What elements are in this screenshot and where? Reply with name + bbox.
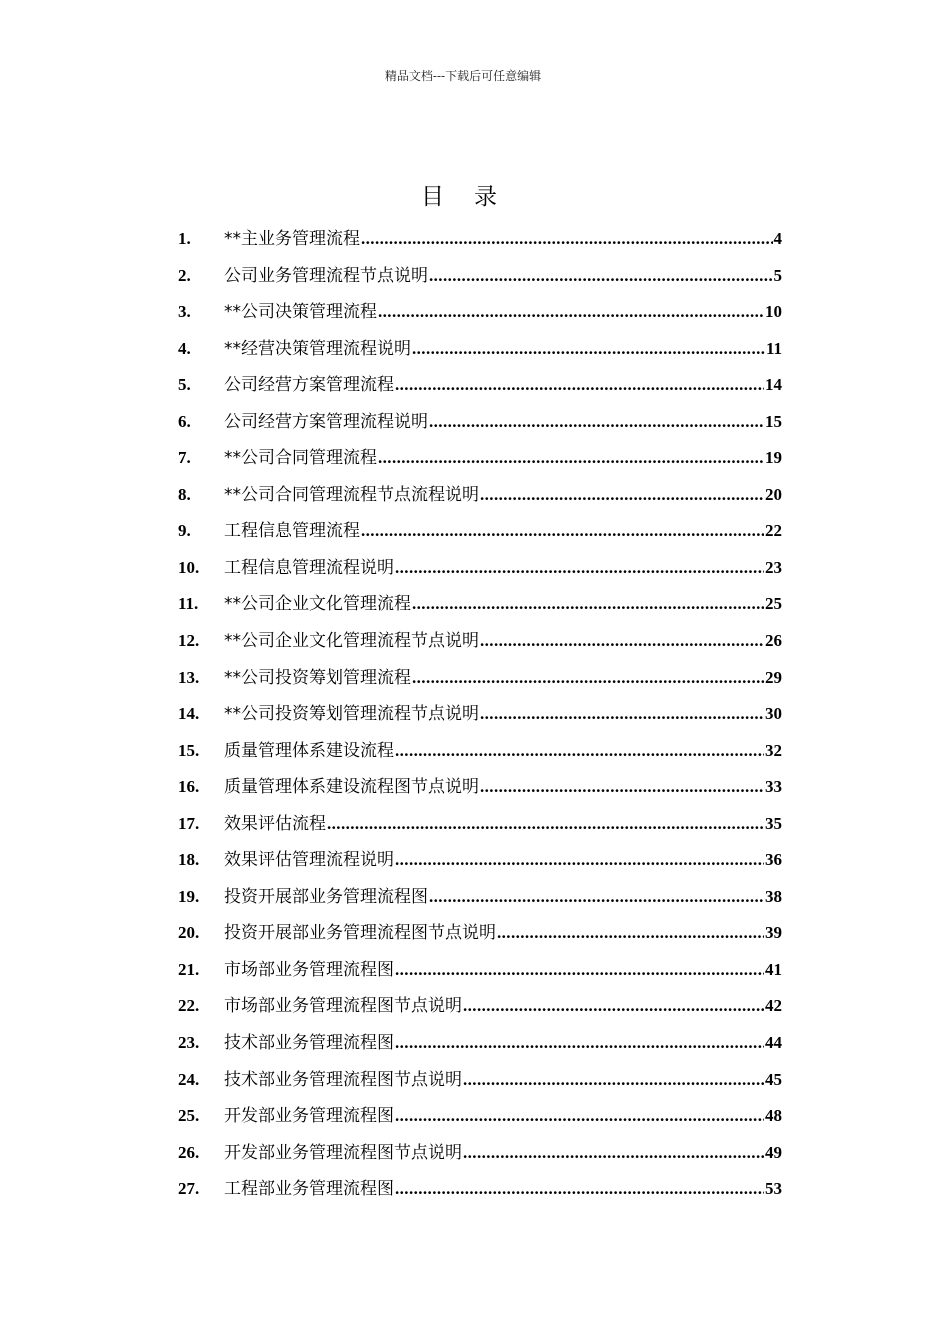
toc-entry[interactable] (178, 952, 782, 989)
toc-entry-number: 25. (178, 1106, 200, 1126)
toc-entry-page: 35 (765, 813, 782, 833)
toc-entry-title: 技术部业务管理流程图 (224, 1033, 394, 1054)
toc-entry-title: 工程部业务管理流程图 (224, 1179, 394, 1200)
toc-entry-title: 公司经营方案管理流程 (224, 375, 394, 396)
toc-dot-leader (480, 769, 764, 806)
toc-entry[interactable] (178, 477, 782, 514)
page-header-note: 精品文档---下载后可任意编辑 (384, 69, 542, 83)
toc-entry-page: 20 (765, 484, 782, 504)
toc-entry-title: 投资开展部业务管理流程图 (224, 886, 428, 907)
toc-dot-leader (429, 258, 773, 295)
toc-entry-page: 11 (765, 338, 782, 358)
toc-dot-leader (480, 623, 764, 660)
toc-entry-title: **公司企业文化管理流程 (224, 594, 411, 615)
toc-entry[interactable] (178, 1171, 782, 1208)
toc-list (178, 221, 782, 1208)
toc-entry[interactable] (178, 586, 782, 623)
toc-title (0, 178, 926, 211)
toc-entry-page: 30 (765, 704, 782, 724)
toc-entry-page: 33 (765, 777, 782, 797)
toc-entry-number: 21. (178, 959, 200, 979)
toc-dot-leader (361, 221, 773, 258)
toc-entry-page: 26 (765, 631, 782, 651)
toc-entry-title: **经营决策管理流程说明 (224, 338, 411, 359)
toc-entry[interactable] (178, 696, 782, 733)
toc-dot-leader (378, 440, 764, 477)
toc-dot-leader (395, 952, 764, 989)
toc-entry-number: 24. (178, 1069, 200, 1089)
toc-entry-number: 18. (178, 850, 200, 870)
toc-dot-leader (412, 331, 765, 368)
toc-entry-title: 技术部业务管理流程图节点说明 (224, 1069, 462, 1090)
toc-entry-page: 23 (765, 557, 782, 577)
toc-dot-leader (429, 879, 764, 916)
toc-entry-number: 5. (178, 375, 191, 395)
toc-entry-number: 16. (178, 777, 200, 797)
toc-dot-leader (395, 550, 764, 587)
toc-entry-page: 53 (765, 1179, 782, 1199)
toc-entry[interactable] (178, 915, 782, 952)
toc-entry[interactable] (178, 221, 782, 258)
toc-entry-title: 质量管理体系建设流程图节点说明 (224, 777, 479, 798)
toc-dot-leader (395, 1025, 764, 1062)
toc-dot-leader (395, 733, 764, 770)
toc-dot-leader (497, 915, 764, 952)
toc-entry-title: **公司投资筹划管理流程 (224, 667, 411, 688)
toc-entry[interactable] (178, 988, 782, 1025)
toc-entry-number: 9. (178, 521, 191, 541)
toc-entry-page: 10 (765, 302, 782, 322)
toc-entry[interactable] (178, 733, 782, 770)
toc-entry-title: 效果评估管理流程说明 (224, 850, 394, 871)
toc-entry-page: 4 (773, 229, 782, 248)
toc-entry[interactable] (178, 258, 782, 295)
toc-entry-page: 36 (765, 850, 782, 870)
toc-entry-title: **公司投资筹划管理流程节点说明 (224, 704, 479, 725)
toc-entry-page: 39 (765, 923, 782, 943)
toc-entry[interactable] (178, 513, 782, 550)
toc-dot-leader (480, 696, 764, 733)
toc-entry-number: 12. (178, 631, 200, 651)
toc-entry-title: **公司合同管理流程节点流程说明 (224, 484, 479, 505)
toc-entry-number: 4. (178, 338, 191, 358)
toc-entry-page: 45 (765, 1069, 782, 1089)
toc-entry-title: 效果评估流程 (224, 813, 326, 834)
toc-entry[interactable] (178, 842, 782, 879)
toc-entry-number: 8. (178, 484, 191, 504)
toc-dot-leader (412, 586, 764, 623)
toc-entry-page: 25 (765, 594, 782, 614)
toc-entry-number: 27. (178, 1179, 200, 1199)
toc-entry-number: 15. (178, 740, 200, 760)
toc-dot-leader (395, 842, 764, 879)
toc-dot-leader (480, 477, 764, 514)
toc-entry-number: 19. (178, 886, 200, 906)
toc-entry[interactable] (178, 440, 782, 477)
toc-dot-leader (463, 1062, 764, 1099)
toc-entry-page: 29 (765, 667, 782, 687)
toc-entry-page: 48 (765, 1106, 782, 1126)
toc-entry-page: 14 (765, 375, 782, 395)
toc-entry[interactable] (178, 806, 782, 843)
toc-entry-page: 15 (765, 411, 782, 431)
toc-dot-leader (378, 294, 764, 331)
toc-entry-page: 19 (765, 448, 782, 468)
toc-entry-number: 6. (178, 411, 191, 431)
toc-entry-title: 工程信息管理流程说明 (224, 557, 394, 578)
toc-entry[interactable] (178, 550, 782, 587)
toc-entry-number: 1. (178, 229, 191, 248)
toc-entry-number: 7. (178, 448, 191, 468)
toc-entry-number: 11. (178, 594, 199, 614)
toc-dot-leader (395, 1171, 764, 1208)
toc-entry[interactable] (178, 367, 782, 404)
toc-entry-number: 3. (178, 302, 191, 322)
toc-entry[interactable] (178, 1062, 782, 1099)
toc-entry-number: 10. (178, 557, 200, 577)
toc-entry-title: **公司合同管理流程 (224, 448, 377, 469)
toc-entry-title: 公司业务管理流程节点说明 (224, 265, 428, 286)
toc-title-left: 目 (421, 184, 452, 210)
toc-entry-title: **公司企业文化管理流程节点说明 (224, 631, 479, 652)
toc-dot-leader (463, 988, 764, 1025)
toc-entry-number: 2. (178, 265, 191, 285)
toc-entry-number: 23. (178, 1033, 200, 1053)
toc-dot-leader (327, 806, 764, 843)
toc-entry[interactable] (178, 404, 782, 441)
toc-entry[interactable] (178, 769, 782, 806)
toc-entry-title: 开发部业务管理流程图节点说明 (224, 1142, 462, 1163)
toc-entry-title: 投资开展部业务管理流程图节点说明 (224, 923, 496, 944)
toc-dot-leader (429, 404, 764, 441)
toc-dot-leader (395, 367, 764, 404)
toc-entry-page: 49 (765, 1142, 782, 1162)
toc-entry[interactable] (178, 1025, 782, 1062)
toc-entry[interactable] (178, 879, 782, 916)
toc-entry-title: 公司经营方案管理流程说明 (224, 411, 428, 432)
toc-dot-leader (463, 1135, 764, 1172)
toc-entry-title: **公司决策管理流程 (224, 302, 377, 323)
toc-entry-title: 质量管理体系建设流程 (224, 740, 394, 761)
toc-dot-leader (395, 1098, 764, 1135)
toc-entry-page: 22 (765, 521, 782, 541)
toc-entry[interactable] (178, 1098, 782, 1135)
toc-entry-title: 市场部业务管理流程图 (224, 959, 394, 980)
toc-dot-leader (412, 660, 764, 697)
toc-entry[interactable] (178, 623, 782, 660)
toc-entry-number: 22. (178, 996, 200, 1016)
toc-entry-title: **主业务管理流程 (224, 229, 360, 249)
toc-entry-number: 20. (178, 923, 200, 943)
toc-entry-title: 市场部业务管理流程图节点说明 (224, 996, 462, 1017)
toc-entry-title: 开发部业务管理流程图 (224, 1106, 394, 1127)
toc-entry-number: 26. (178, 1142, 200, 1162)
toc-entry[interactable] (178, 294, 782, 331)
toc-entry-number: 14. (178, 704, 200, 724)
toc-entry[interactable] (178, 660, 782, 697)
toc-title-right: 录 (474, 184, 505, 210)
toc-entry-page: 44 (765, 1033, 782, 1053)
toc-entry-page: 5 (773, 265, 782, 285)
toc-entry-page: 41 (765, 959, 782, 979)
toc-entry[interactable] (178, 1135, 782, 1172)
toc-entry-number: 17. (178, 813, 200, 833)
toc-entry-title: 工程信息管理流程 (224, 521, 360, 542)
toc-entry-page: 42 (765, 996, 782, 1016)
toc-entry-number: 13. (178, 667, 200, 687)
toc-entry-page: 32 (765, 740, 782, 760)
toc-dot-leader (361, 513, 764, 550)
toc-entry-page: 38 (765, 886, 782, 906)
toc-entry[interactable] (178, 331, 782, 368)
